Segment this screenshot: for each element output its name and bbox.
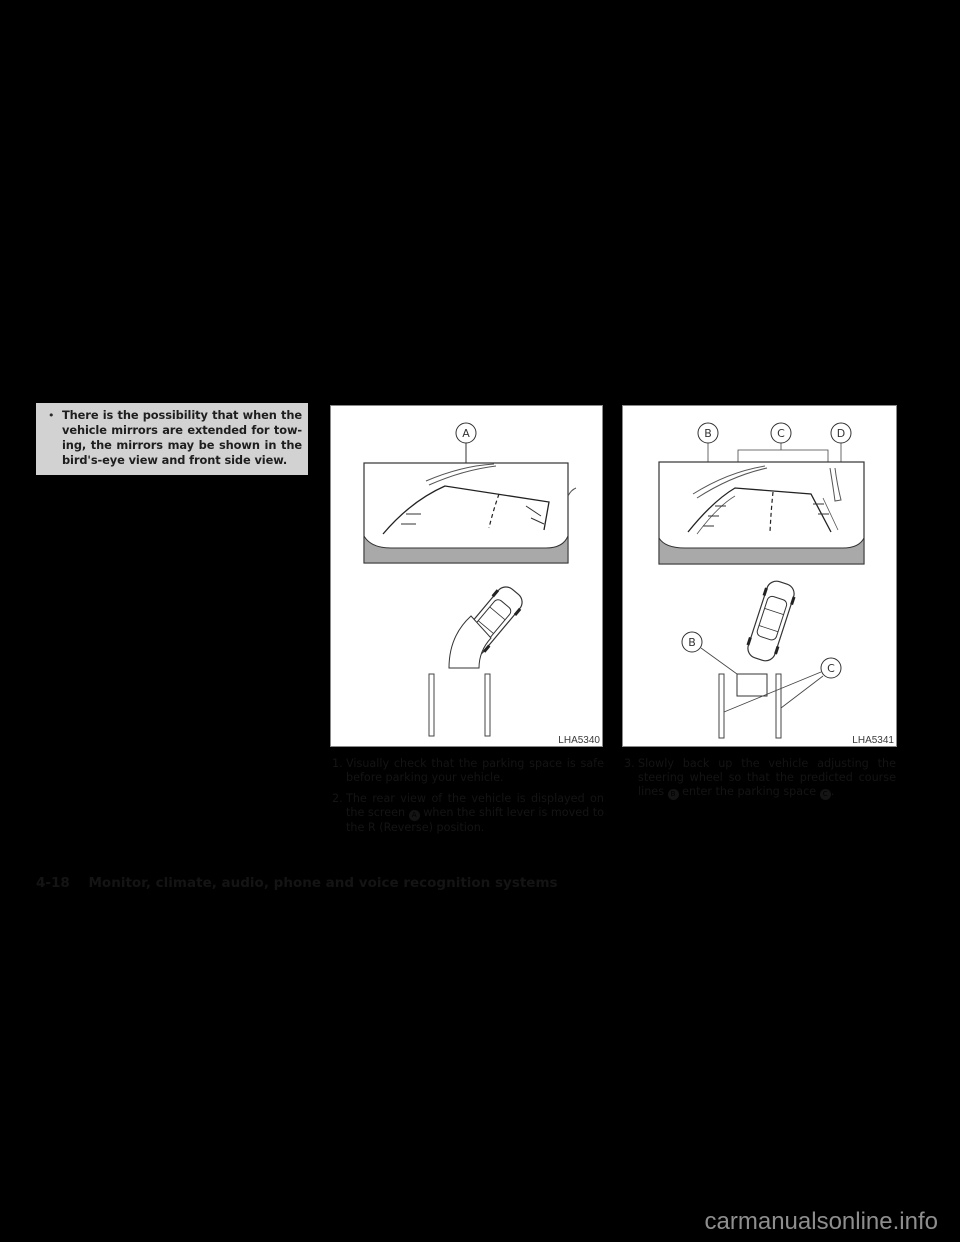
step-2 [332,792,604,835]
svg-text:C: C [827,662,835,675]
step-text: The rear view of the vehicle is displayed on the screen [346,792,604,819]
step-text: . [830,785,835,798]
callout-a-label: A [462,427,470,440]
svg-text:D: D [836,427,846,440]
figure-predicted-course-lines [622,405,897,747]
course-lines-illustration [623,406,898,748]
svg-text:C: C [777,427,785,440]
page-number: 4-18 [36,875,70,891]
callout-a-icon: A [409,810,420,821]
step-text: when the shift lever is moved to the R (Reverse) position. [346,806,604,834]
rear-view-illustration [331,406,604,748]
bullet-icon: • [48,409,55,422]
step-text: enter the parking space [678,785,820,798]
steps-column-2 [624,757,896,807]
callout-c-icon: C [820,789,831,800]
step-number: 3. [624,757,635,770]
page-footer [36,875,558,891]
step-3 [624,757,896,800]
step-number: 2. [332,792,343,805]
section-title: Monitor, climate, audio, phone and voice recognition systems [88,875,558,891]
steps-column-1 [332,757,604,842]
step-number: 1. [332,757,343,770]
note-box [36,403,308,475]
step-1 [332,757,604,785]
svg-text:B: B [704,427,712,440]
step-text: Visually check that the parking space is safe before parking your vehicle. [346,757,604,784]
watermark-link[interactable]: carmanualsonline.info [704,1208,938,1235]
figure-id: LHA5341 [852,735,894,746]
figure-id: LHA5340 [558,735,600,746]
figure-rear-view-display [330,405,603,747]
note-text: There is the possibility that when the vehicle mirrors are extended for tow-ing, the mirrors may be shown in the bird's-eye view and front side view. [62,408,302,467]
svg-text:B: B [688,636,696,649]
step-text: Slowly back up the vehicle adjusting the steering wheel so that the predicted course lines [638,757,896,798]
callout-b-icon: B [668,789,679,800]
